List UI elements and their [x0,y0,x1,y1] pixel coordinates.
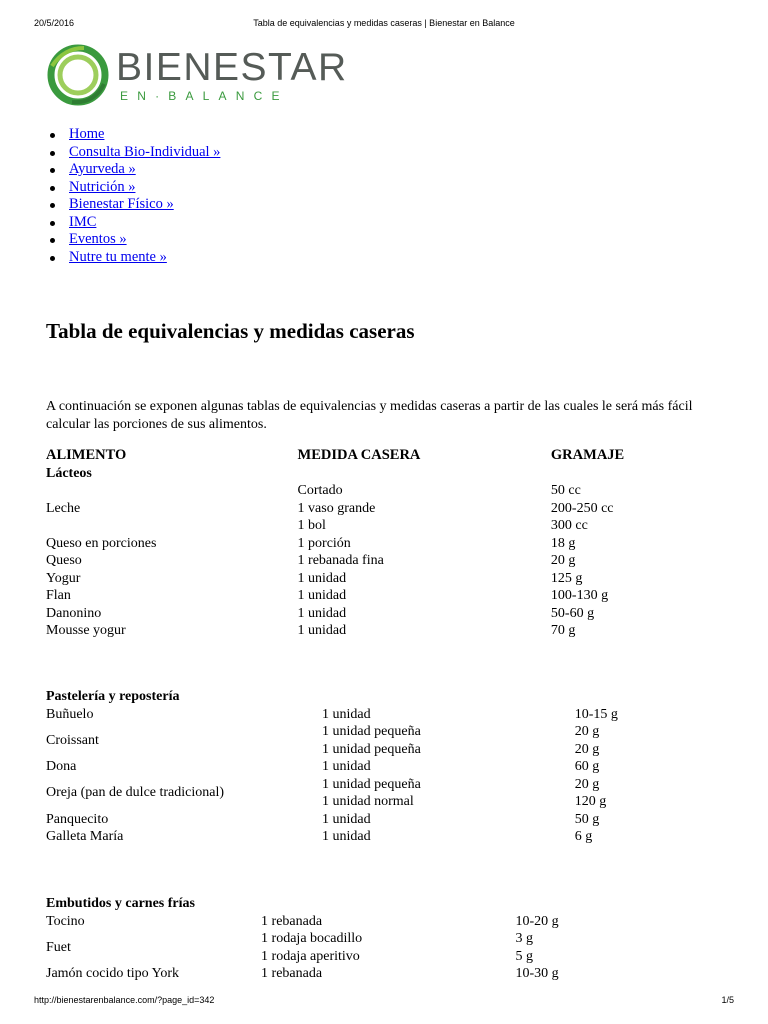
table-header-row [46,447,768,465]
table-row [46,930,768,948]
cell-weight: 5 g [515,948,534,964]
nav-item-home [45,126,220,144]
nav-link-nutricion[interactable]: Nutrición » [69,178,136,195]
cell-food: Danonino [46,605,102,621]
cell-measure: 1 unidad [322,829,371,844]
cell-measure: 1 unidad [322,759,371,774]
cell-weight: 20 g [574,776,600,792]
table-row [46,811,768,829]
table-row [46,723,768,741]
cell-food: Tocino [46,913,85,929]
cell-measure: 1 unidad pequeña [322,724,421,739]
table-row [46,605,768,623]
cell-food: Galleta María [46,829,124,844]
table-row [46,913,768,931]
cell-food: Oreja (pan de dulce tradicional) [46,785,225,801]
table-row [46,758,768,776]
nav-link-eventos[interactable]: Eventos » [69,231,127,247]
nav-link-home[interactable]: Home [69,126,105,142]
cell-measure: 1 unidad [322,811,371,827]
header-alimento: ALIMENTO [46,447,127,463]
embutidos-table [46,895,768,983]
print-page-number: 1/5 [721,995,734,1005]
cell-measure: 1 unidad [297,588,347,603]
cell-weight: 20 g [574,724,600,739]
pasteleria-table [46,688,768,846]
table-row [46,706,768,724]
cell-measure: 1 unidad pequeña [322,741,421,757]
cell-weight: 10-30 g [515,966,559,981]
section-row [46,688,768,706]
cell-weight: 70 g [550,623,576,638]
nav-item-imc [45,214,220,232]
nav-link-consulta[interactable]: Consulta Bio-Individual » [69,143,221,160]
cell-weight: 100-130 g [550,588,609,603]
nav-link-imc[interactable]: IMC [69,213,97,230]
table-row [46,965,768,983]
cell-measure: 1 unidad pequeña [322,776,421,792]
cell-weight: 20 g [574,741,600,757]
cell-measure: 1 rebanada [261,966,323,981]
print-url: http://bienestarenbalance.com/?page_id=342 [34,995,215,1005]
print-title: Tabla de equivalencias y medidas caseras | Bienestar en Balance [253,18,515,28]
cell-weight: 120 g [574,794,607,809]
intro-paragraph: A continuación se exponen algunas tablas de equivalencias y medidas caseras a partir de las cuales le será más fácil calcular las porciones de sus alimentos. [46,399,693,432]
table-row [46,570,768,588]
cell-measure: 1 unidad [297,605,347,621]
main-nav [45,126,220,266]
cell-food: Queso [46,553,82,568]
cell-weight: 50 cc [550,483,581,498]
cell-weight: 60 g [574,759,600,774]
nav-item-consulta [45,144,220,162]
table-row [46,535,768,553]
cell-measure: 1 unidad normal [322,794,414,809]
cell-food: Panquecito [46,811,109,827]
cell-food: Flan [46,588,71,603]
cell-weight: 20 g [550,553,576,568]
nav-item-eventos [45,231,220,249]
logo-brand-text: BIENESTAR [116,46,348,89]
cell-weight: 125 g [550,570,583,586]
table-row [46,828,768,846]
cell-measure: 1 unidad [322,706,371,722]
nav-link-ayurveda[interactable]: Ayurveda » [69,161,136,177]
section-lacteos: Lácteos [46,465,92,481]
cell-measure: 1 rodaja bocadillo [261,931,363,946]
cell-measure: 1 bol [297,518,326,533]
cell-food: Leche [46,500,81,516]
cell-measure: 1 unidad [297,623,347,638]
cell-weight: 10-15 g [574,706,618,722]
print-header [0,18,768,30]
table-row [46,552,768,570]
cell-food: Jamón cocido tipo York [46,966,179,981]
cell-weight: 200-250 cc [550,500,614,516]
logo-tagline: EN·BALANCE [120,89,289,103]
nav-item-nutricion [45,179,220,197]
lacteos-table [46,447,768,640]
nav-item-bienestar-fisico [45,196,220,214]
leaf-circle-icon [44,42,112,108]
cell-measure: 1 rebanada [261,913,323,929]
cell-weight: 50-60 g [550,605,595,621]
page-title: Tabla de equivalencias y medidas caseras [46,319,415,343]
nav-item-nutre-tu-mente [45,249,220,267]
table-row [46,482,768,500]
cell-weight: 50 g [574,811,600,827]
cell-food: Fuet [46,939,71,955]
section-pasteleria: Pastelería y repostería [46,689,180,704]
cell-measure: 1 rodaja aperitivo [261,948,360,964]
nav-item-ayurveda [45,161,220,179]
site-logo[interactable] [44,42,348,112]
cell-food: Croissant [46,732,99,748]
cell-measure: Cortado [297,483,343,498]
section-embutidos: Embutidos y carnes frías [46,896,195,911]
cell-food: Yogur [46,570,81,586]
table-row [46,587,768,605]
nav-link-bienestar-fisico[interactable]: Bienestar Físico » [69,196,174,212]
cell-weight: 300 cc [550,518,588,533]
cell-food: Dona [46,759,77,774]
table-row [46,622,768,640]
cell-food: Queso en porciones [46,535,157,551]
print-footer [0,995,768,1007]
section-row [46,465,768,483]
section-row [46,895,768,913]
header-medida-casera: MEDIDA CASERA [297,447,421,463]
cell-measure: 1 vaso grande [297,500,376,516]
nav-link-nutre-tu-mente[interactable]: Nutre tu mente » [69,248,167,265]
cell-food: Mousse yogur [46,623,126,638]
cell-measure: 1 unidad [297,570,347,586]
cell-weight: 10-20 g [515,913,559,929]
cell-food: Buñuelo [46,706,94,722]
cell-weight: 18 g [550,535,576,551]
cell-weight: 6 g [574,829,593,844]
cell-measure: 1 porción [297,535,351,551]
print-date: 20/5/2016 [34,18,75,28]
table-row [46,776,768,794]
cell-weight: 3 g [515,931,534,946]
header-gramaje: GRAMAJE [550,447,625,463]
cell-measure: 1 rebanada fina [297,553,384,568]
